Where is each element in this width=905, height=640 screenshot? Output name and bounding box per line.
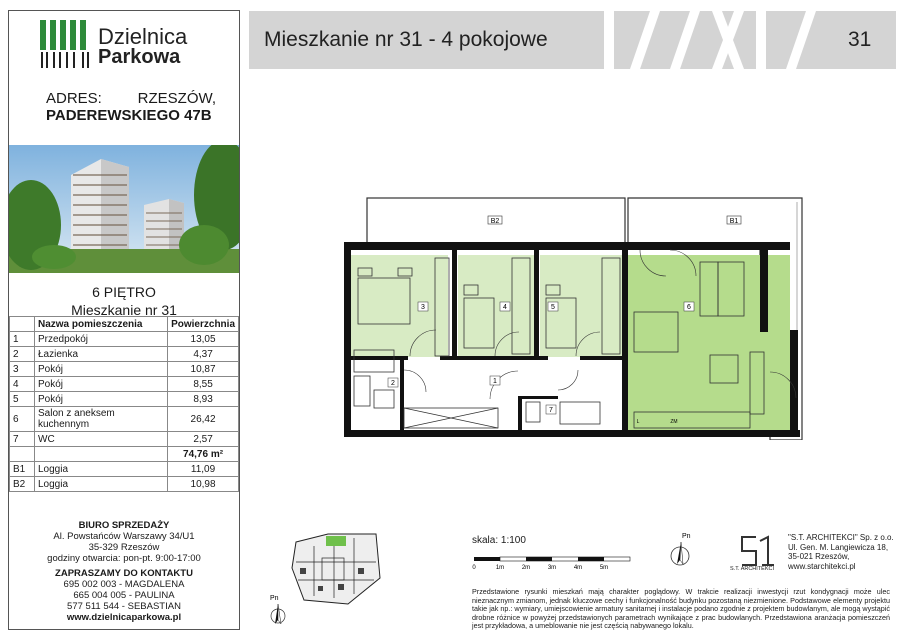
room-no: 5 bbox=[10, 392, 35, 407]
floor-level: 6 PIĘTRO bbox=[92, 284, 156, 300]
architect-logo-label: S.T. ARCHITEKCI bbox=[730, 566, 775, 572]
loggia-name: Loggia bbox=[35, 477, 168, 492]
page-title: Mieszkanie nr 31 - 4 pokojowe bbox=[264, 28, 548, 51]
architect-city: 35-021 Rzeszów, bbox=[788, 552, 850, 561]
north-arrow-small-icon bbox=[268, 592, 288, 628]
room-area: 13,05 bbox=[168, 332, 239, 347]
architect-info bbox=[788, 533, 898, 571]
table-total-row bbox=[10, 447, 239, 462]
label-room-1: 1 bbox=[493, 378, 497, 385]
scale-tick: 2m bbox=[521, 565, 531, 571]
floor-plan bbox=[340, 190, 810, 440]
table-row bbox=[10, 362, 239, 377]
brand-logo bbox=[40, 20, 220, 70]
room-no: 3 bbox=[10, 362, 35, 377]
website-link[interactable]: www.dzielnicaparkowa.pl bbox=[66, 612, 182, 623]
label-room-5: 5 bbox=[551, 304, 555, 311]
loggia-name: Loggia bbox=[35, 462, 168, 477]
label-b1: B1 bbox=[729, 218, 739, 225]
logo-mark bbox=[40, 20, 90, 68]
office-city: 35-329 Rzeszów bbox=[88, 542, 160, 553]
office-street: Al. Powstańców Warszawy 34/U1 bbox=[53, 531, 195, 542]
architect-website[interactable]: www.starchitekci.pl bbox=[788, 561, 856, 571]
room-area: 26,42 bbox=[168, 407, 239, 432]
room-no: 4 bbox=[10, 377, 35, 392]
brand-name-line1: Dzielnica bbox=[98, 24, 188, 49]
label-room-7: 7 bbox=[549, 407, 553, 414]
room-3 bbox=[350, 255, 448, 357]
disclaimer-text: Przedstawione rysunki mieszkań mają charakter poglądowy. W trakcie realizacji inwestycji rzut kondygnacji może ulec nieznacznym zmianom, jednak kluczowe cechy i funkcjonalność budynku pozostaną niezmienione. Podstawowe elementy projektu takie jak np.: wymiary, umiejscowienie armatury sanitarnej i instalacje podano zgodnie z projektem budowlanym, ale mogą wystąpić drobne różnice w powyżej przedstawionych parametrach wynikające z prac budowlanych. Przedstawiona aranżacja pomieszczeń jest przykładowa, a umeblowanie nie jest częścią nabywanego lokalu. bbox=[472, 587, 890, 631]
contact-phone: 695 002 003 - MAGDALENA bbox=[63, 579, 185, 590]
room-area: 8,55 bbox=[168, 377, 239, 392]
scale-tick: 0 bbox=[472, 565, 476, 571]
table-row bbox=[10, 477, 239, 492]
building-key-plan bbox=[288, 528, 383, 608]
label-room-2: 2 bbox=[391, 380, 395, 387]
scale-tick: 4m bbox=[573, 565, 583, 571]
label-room-6: 6 bbox=[687, 304, 691, 311]
table-row bbox=[10, 432, 239, 447]
architect-street: Ul. Gen. M. Langiewicza 18, bbox=[788, 542, 889, 552]
room-name: Pokój bbox=[35, 362, 168, 377]
contact-title: ZAPRASZAMY DO KONTAKTU bbox=[55, 568, 193, 579]
loggia-area: 10,98 bbox=[168, 477, 239, 492]
header-area: Powierzchnia bbox=[168, 317, 239, 332]
table-header bbox=[10, 317, 239, 332]
label-l: L bbox=[636, 419, 640, 425]
scale-tick: 1m bbox=[495, 565, 505, 571]
contact-phone: 665 004 005 - PAULINA bbox=[73, 590, 175, 601]
north-label-small: Pn bbox=[270, 595, 279, 602]
scale-tick: 3m bbox=[547, 565, 557, 571]
office-hours: godziny otwarcia: pon-pt. 9:00-17:00 bbox=[47, 553, 201, 564]
label-room-3: 3 bbox=[421, 304, 425, 311]
contact-phone: 577 511 544 - SEBASTIAN bbox=[67, 601, 181, 612]
room-name: Pokój bbox=[35, 377, 168, 392]
address-street: PADEREWSKIEGO 47B bbox=[46, 107, 212, 124]
label-zm: ZM bbox=[670, 419, 678, 425]
address-label: ADRES: bbox=[46, 90, 102, 107]
address bbox=[46, 90, 216, 124]
room-no: 2 bbox=[10, 347, 35, 362]
apartment-number: Mieszkanie nr 31 bbox=[71, 302, 177, 318]
loggia-no: B2 bbox=[10, 477, 35, 492]
room-name: Salon z aneksem kuchennym bbox=[35, 407, 168, 432]
table-row bbox=[10, 462, 239, 477]
brand-name-line2: Parkowa bbox=[98, 46, 181, 68]
table-row bbox=[10, 407, 239, 432]
total-area: 74,76 m² bbox=[168, 447, 239, 462]
room-name: Łazienka bbox=[35, 347, 168, 362]
scale-bar bbox=[472, 555, 632, 575]
room-area: 10,87 bbox=[168, 362, 239, 377]
address-city: RZESZÓW, bbox=[137, 90, 216, 107]
room-no: 6 bbox=[10, 407, 35, 432]
room-name: Pokój bbox=[35, 392, 168, 407]
architect-name: "S.T. ARCHITEKCI" Sp. z o.o. bbox=[788, 533, 894, 542]
room-4 bbox=[458, 255, 534, 357]
room-name: Przedpokój bbox=[35, 332, 168, 347]
loggia-area: 11,09 bbox=[168, 462, 239, 477]
building-photo bbox=[9, 145, 239, 273]
sales-office bbox=[9, 520, 239, 623]
decorative-stripes bbox=[600, 11, 820, 69]
table-row bbox=[10, 332, 239, 347]
room-area: 8,93 bbox=[168, 392, 239, 407]
header-room-name: Nazwa pomieszczenia bbox=[35, 317, 168, 332]
label-room-4: 4 bbox=[503, 304, 507, 311]
room-name: WC bbox=[35, 432, 168, 447]
room-no: 7 bbox=[10, 432, 35, 447]
scale-label: skala: 1:100 bbox=[472, 535, 526, 546]
room-area: 2,57 bbox=[168, 432, 239, 447]
north-label: Pn bbox=[682, 533, 691, 540]
room-area: 4,37 bbox=[168, 347, 239, 362]
table-row bbox=[10, 377, 239, 392]
apartment-number-badge: 31 bbox=[848, 28, 872, 51]
label-b2: B2 bbox=[490, 218, 500, 225]
office-title: BIURO SPRZEDAŻY bbox=[78, 520, 170, 531]
rooms-table bbox=[9, 316, 239, 492]
table-row bbox=[10, 392, 239, 407]
table-row bbox=[10, 347, 239, 362]
scale-tick: 5m bbox=[599, 565, 609, 571]
north-arrow-icon bbox=[668, 530, 692, 570]
loggia-no: B1 bbox=[10, 462, 35, 477]
floor-info bbox=[9, 283, 239, 319]
room-no: 1 bbox=[10, 332, 35, 347]
